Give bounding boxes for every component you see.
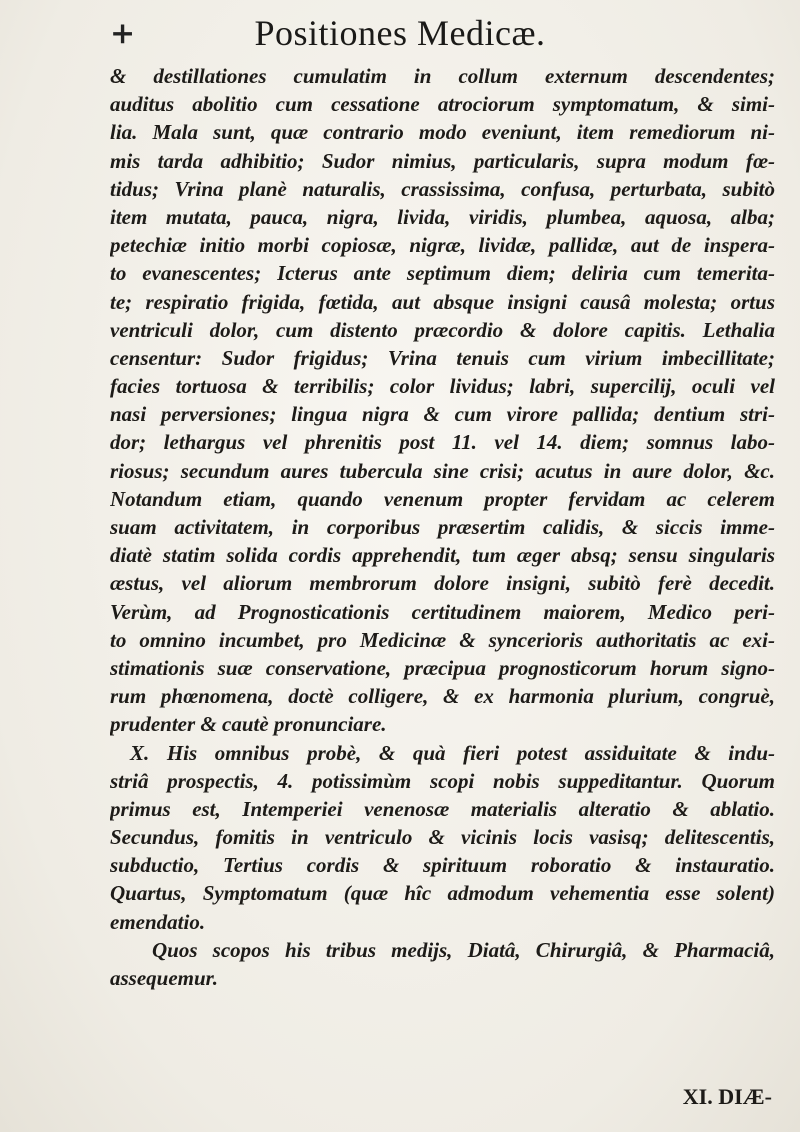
text-line: Verùm, ad Prognosticationis certitudinem maiorem, Medico peri- <box>110 599 775 624</box>
text-line: petechiæ initio morbi copiosæ, nigræ, lividæ, pallidæ, aut de insperа- <box>110 233 775 258</box>
page-mark: + <box>110 16 136 51</box>
text-line: to omnino incumbet, pro Medicinæ & syncerioris authoritatis ac exi- <box>110 627 775 652</box>
text-line: subductio, Tertius cordis & spirituum roboratio & instauratio. <box>110 853 775 878</box>
text-line: æstus, vel aliorum membrorum dolore insigni, subitò ferè decedit. <box>110 571 775 596</box>
text-line: nasi perversiones; lingua nigra & cum virore pallida; dentium stri- <box>110 402 775 427</box>
text-line: auditus abolitio cum cessatione atrociorum symptomatum, & simi- <box>110 92 775 117</box>
text-line: Quartus, Symptomatum (quæ hîc admodum vehementia esse solent) <box>110 881 775 906</box>
text-line: suam activitatem, in corporibus præsertim calidis, & siccis imme- <box>110 515 775 539</box>
text-line: rum phœnomena, doctè colligere, & ex harmonia plurium, congruè, <box>110 684 775 709</box>
text-line: riosus; secundum aures tubercula sine crisi; acutus in aure dolor, &c. <box>110 458 775 483</box>
text-line: mis tarda adhibitio; Sudor nimius, particularis, supra modum fœ- <box>110 148 775 173</box>
text-line: assequemur. <box>110 966 218 990</box>
catchword: XI. DIÆ- <box>682 1084 772 1109</box>
text-line: item mutata, pauca, nigra, livida, viridis, plumbea, aquosa, alba; <box>110 204 775 229</box>
text-line: emendatio. <box>110 909 206 934</box>
text-line: primus est, Intemperiei venenosæ materialis alteratio & ablatio. <box>110 796 775 821</box>
text-line: to evanescentes; Icterus ante septimum diem; deliria cum temerita- <box>110 261 775 286</box>
text-line: striâ prospectis, 4. potissimùm scopi nobis suppeditantur. Quorum <box>110 768 775 793</box>
text-line: ventriculi dolor, cum distento præcordio & dolore capitis. Lethalia <box>110 317 775 342</box>
text-line: te; respiratio frigida, fœtida, aut absque insigni causâ molesta; ortus <box>110 289 775 314</box>
text-line: lia. Mala sunt, quæ contrario modo eveniunt, item remediorum ni- <box>110 120 775 145</box>
text-line: Secundus, fomitis in ventriculo & vicinis locis vasisq; delitescentis, <box>110 825 775 850</box>
text-line: dor; lethargus vel phrenitis post 11. vel 14. diem; somnus labo- <box>110 430 775 455</box>
page-header <box>0 12 800 52</box>
text-line: prudenter & cautè pronunciare. <box>110 712 387 737</box>
text-line: facies tortuosa & terribilis; color lividus; labri, supercilij, oculi vel <box>110 374 775 399</box>
text-line: censentur: Sudor frigidus; Vrina tenuis cum virium imbecillitate; <box>110 345 775 370</box>
text-line: diatè statim solida cordis apprehendit, tum æger absq; sensu singularis <box>110 543 775 568</box>
running-head: Positiones Medicæ. <box>254 13 546 53</box>
text-line: Notandum etiam, quando venenum propter fervidam ac celerem <box>110 486 775 511</box>
body-text <box>110 62 775 992</box>
text-line: tidus; Vrina planè naturalis, crassissima, confusa, perturbata, subitò <box>110 176 775 201</box>
text-line: stimationis suæ conservatione, præcipua prognosticorum horum signo- <box>110 655 775 680</box>
text-line: & destillationes cumulatim in collum externum descendentes; <box>110 64 775 88</box>
text-line: Quos scopos his tribus medijs, Diatâ, Chirurgiâ, & Pharmaciâ, <box>152 937 775 962</box>
text-line: X. His omnibus probè, & quà fieri potest assiduitate & indu- <box>130 740 775 765</box>
